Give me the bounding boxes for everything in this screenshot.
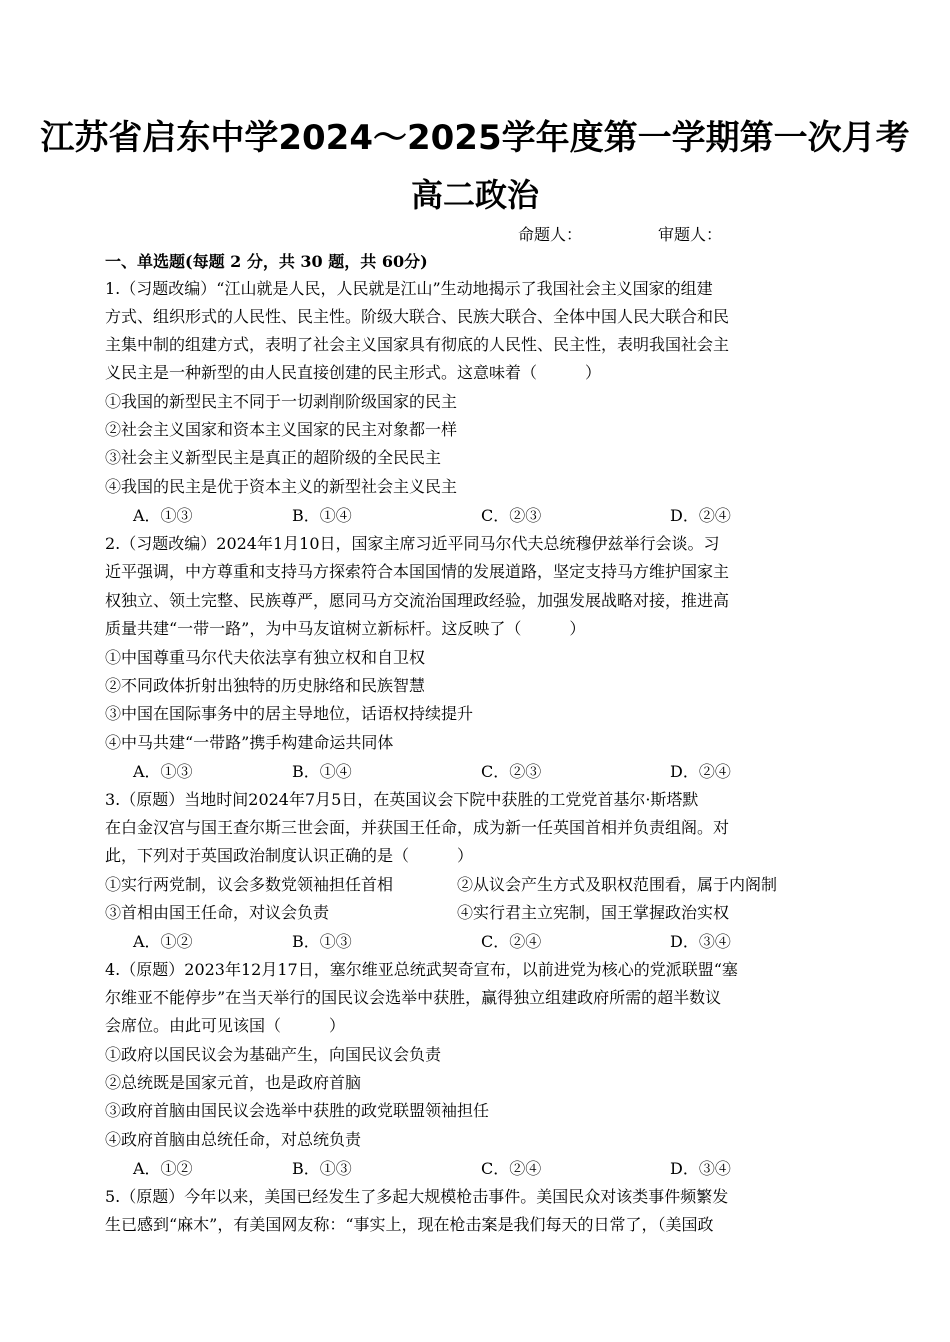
question-text-line: 1.（习题改编）“江山就是人民，人民就是江山”生动地揭示了我国社会主义国家的组建	[105, 279, 713, 298]
answer-choices	[0, 502, 950, 530]
choice-b: B．①③	[292, 932, 352, 951]
question-text-line: 生已感到“麻木”，有美国网友称：“事实上，现在枪击案是我们每天的日常了，（美国政	[105, 1215, 714, 1234]
question-text-line: 主集中制的组建方式，表明了社会主义国家具有彻底的人民性、民主性，表明我国社会主	[105, 335, 730, 354]
subject-title: 高二政治	[410, 176, 539, 214]
choice-c: C．②④	[481, 932, 542, 951]
question-text-line: 权独立、领土完整、民族尊严，愿同马方交流治国理政经验，加强发展战略对接，推进高	[105, 591, 730, 610]
statement-3: ③政府首脑由国民议会选举中获胜的政党联盟领袖担任	[105, 1101, 490, 1120]
question-text-line: 4.（原题）2023年12月17日，塞尔维亚总统武契奇宣布，以前进党为核心的党派联盟“塞	[105, 960, 738, 979]
question-text-line: 会席位。由此可见该国（ ）	[105, 1016, 346, 1035]
choice-d: D．③④	[670, 932, 731, 951]
statement-4: ④我国的民主是优于资本主义的新型社会主义民主	[105, 477, 458, 496]
statement-3: ③社会主义新型民主是真正的超阶级的全民民主	[105, 448, 442, 467]
question-text-line: 方式、组织形式的人民性、民主性。阶级大联合、民族大联合、全体中国人民大联合和民	[105, 307, 730, 326]
statement-4: ④中马共建“一带路”携手构建命运共同体	[105, 733, 394, 752]
choice-b: B．①④	[292, 506, 352, 525]
choice-a: A．①②	[133, 1159, 193, 1178]
statement-1: ①我国的新型民主不同于一切剥削阶级国家的民主	[105, 392, 458, 411]
choice-a: A．①③	[133, 506, 193, 525]
statement-4: ④政府首脑由总统任命，对总统负责	[105, 1130, 362, 1149]
choice-c: C．②③	[481, 506, 542, 525]
question-text-line: 在白金汉宫与国王查尔斯三世会面，并获国王任命，成为新一任英国首相并负责组阁。对	[105, 818, 730, 837]
question-text-line: 3.（原题）当地时间2024年7月5日，在英国议会下院中获胜的工党党首基尔·斯塔默	[105, 790, 699, 809]
exam-title: 江苏省启东中学2024～2025学年度第一学期第一次月考	[40, 118, 910, 158]
question-text-line: 近平强调，中方尊重和支持马方探索符合本国国情的发展道路，坚定支持马方维护国家主	[105, 562, 730, 581]
section-heading: 一、单选题(每题 2 分，共 30 题，共 60分)	[105, 252, 428, 271]
statement-2: ②从议会产生方式及职权范围看，属于内阁制	[457, 875, 778, 894]
statement-2: ②不同政体折射出独特的历史脉络和民族智慧	[105, 676, 426, 695]
statement-3: ③中国在国际事务中的居主导地位，话语权持续提升	[105, 704, 474, 723]
statement-3: ③首相由国王任命，对议会负责	[105, 903, 330, 922]
question-text-line: 5.（原题）今年以来，美国已经发生了多起大规模枪击事件。美国民众对该类事件频繁发	[105, 1187, 729, 1206]
choice-c: C．②③	[481, 762, 542, 781]
statement-1: ①政府以国民议会为基础产生，向国民议会负责	[105, 1045, 442, 1064]
choice-d: D．②④	[670, 762, 731, 781]
statement-1: ①中国尊重马尔代夫依法享有独立权和自卫权	[105, 648, 426, 667]
choice-b: B．①③	[292, 1159, 352, 1178]
question-text-line: 质量共建“一带一路”，为中马友谊树立新标杆。这反映了（ ）	[105, 619, 586, 638]
reviewer-label: 审题人：	[658, 225, 723, 244]
statement-2: ②总统既是国家元首，也是政府首脑	[105, 1073, 362, 1092]
choice-b: B．①④	[292, 762, 352, 781]
answer-choices	[0, 928, 950, 956]
author-label: 命题人：	[518, 225, 583, 244]
statement-2: ②社会主义国家和资本主义国家的民主对象都一样	[105, 420, 458, 439]
choice-d: D．②④	[670, 506, 731, 525]
choice-c: C．②④	[481, 1159, 542, 1178]
statement-1: ①实行两党制，议会多数党领袖担任首相	[105, 875, 394, 894]
question-text-line: 2.（习题改编）2024年1月10日，国家主席习近平同马尔代夫总统穆伊兹举行会谈。习	[105, 534, 720, 553]
question-text-line: 尔维亚不能停步”在当天举行的国民议会选举中获胜，赢得独立组建政府所需的超半数议	[105, 988, 722, 1007]
choice-a: A．①③	[133, 762, 193, 781]
choice-d: D．③④	[670, 1159, 731, 1178]
statement-4: ④实行君主立宪制，国王掌握政治实权	[457, 903, 730, 922]
answer-choices	[0, 758, 950, 786]
choice-a: A．①②	[133, 932, 193, 951]
answer-choices	[0, 1155, 950, 1183]
question-text-line: 义民主是一种新型的由人民直接创建的民主形式。这意味着（ ）	[105, 363, 602, 382]
question-text-line: 此，下列对于英国政治制度认识正确的是（ ）	[105, 846, 474, 865]
